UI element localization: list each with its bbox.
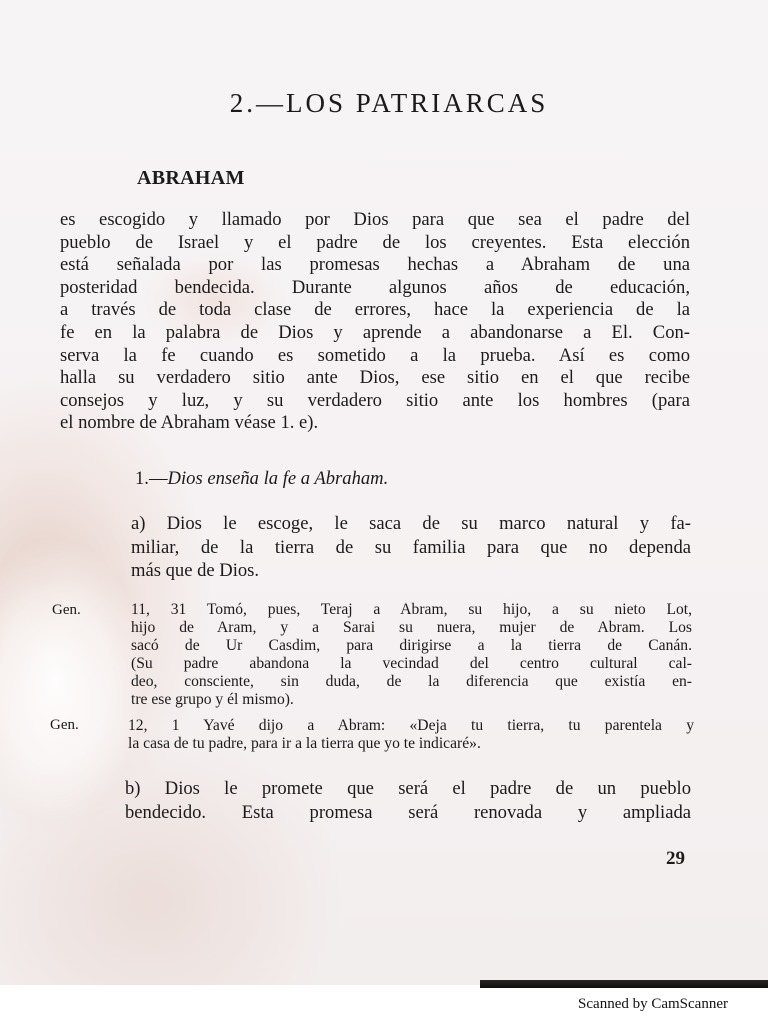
intro-paragraph bbox=[60, 209, 690, 435]
point-b-paragraph bbox=[125, 777, 691, 824]
quote-line: la casa de tu padre, para ir a la tierra que yo te indicaré». bbox=[128, 734, 481, 752]
citation-label: Gen. bbox=[52, 602, 81, 618]
paragraph-line: consejos y luz, y su verdadero sitio ante los hombres (para bbox=[60, 389, 690, 411]
subsection-title: Dios enseña la fe a Abraham. bbox=[167, 468, 389, 489]
paragraph-line: halla su verdadero sitio ante Dios, ese sitio en el que recibe bbox=[60, 367, 690, 389]
paragraph-line: es escogido y llamado por Dios para que sea el padre del bbox=[60, 209, 690, 230]
quote-line: 11, 31 Tomó, pues, Teraj a Abram, su hijo, a su nieto Lot, bbox=[131, 601, 692, 618]
paragraph-line: miliar, de la tierra de su familia para que no dependa bbox=[131, 536, 691, 558]
quote-line: sacó de Ur Casdim, para dirigirse a la tierra de Canán. bbox=[131, 636, 692, 654]
paragraph-line: posteridad bendecida. Durante algunos años de educación, bbox=[60, 276, 690, 298]
paragraph-line: fe en la palabra de Dios y aprende a abandonarse a El. Con- bbox=[60, 321, 690, 343]
subsection-heading bbox=[135, 468, 388, 490]
citation-label: Gen. bbox=[50, 717, 79, 733]
chapter-title: 2.—LOS PATRIARCAS bbox=[229, 88, 549, 118]
page-edge-shadow bbox=[480, 980, 768, 988]
bible-quote bbox=[131, 601, 692, 708]
quote-line: deo, consciente, sin duda, de la diferencia que existía en- bbox=[131, 672, 692, 690]
subsection-number: 1.— bbox=[135, 468, 168, 489]
section-heading: ABRAHAM bbox=[137, 167, 245, 189]
page-number: 29 bbox=[666, 848, 685, 869]
bible-quote bbox=[128, 717, 694, 753]
paragraph-line: bendecido. Esta promesa será renovada y ampliada bbox=[125, 801, 691, 823]
paragraph-line: a) Dios le escoge, le saca de su marco natural y fa- bbox=[131, 513, 691, 534]
paragraph-line: serva la fe cuando es sometido a la prueba. Así es como bbox=[60, 344, 690, 366]
paragraph-line: está señalada por las promesas hechas a Abraham de una bbox=[60, 254, 690, 276]
quote-line: (Su padre abandona la vecindad del centro cultural cal- bbox=[131, 654, 692, 672]
paragraph-line: a través de toda clase de errores, hace la experiencia de la bbox=[60, 299, 690, 321]
paragraph-line: el nombre de Abraham véase 1. e). bbox=[60, 412, 319, 434]
quote-line: 12, 1 Yavé dijo a Abram: «Deja tu tierra, tu parentela y bbox=[128, 717, 694, 734]
scanner-watermark: Scanned by CamScanner bbox=[578, 996, 728, 1012]
paragraph-line: más que de Dios. bbox=[131, 560, 260, 581]
quote-line: hijo de Aram, y a Sarai su nuera, mujer de Abram. Los bbox=[131, 618, 692, 636]
point-a-paragraph bbox=[131, 512, 691, 583]
quote-line: tre ese grupo y él mismo). bbox=[131, 690, 294, 708]
paragraph-line: pueblo de Israel y el padre de los creyentes. Esta elección bbox=[60, 231, 690, 253]
paragraph-line: b) Dios le promete que será el padre de un pueblo bbox=[125, 778, 691, 799]
